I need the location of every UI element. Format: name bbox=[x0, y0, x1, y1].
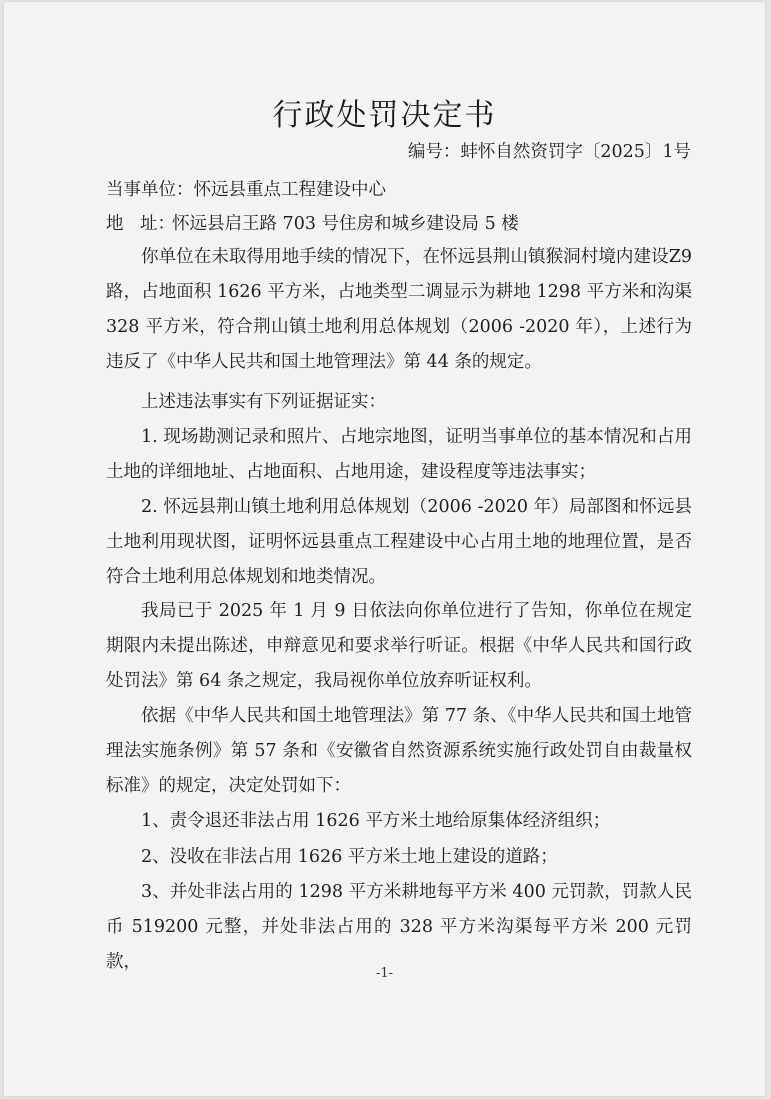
party-value: 怀远县重点工程建设中心 bbox=[193, 180, 386, 200]
paragraph-evidence-intro: 上述违法事实有下列证据证实： bbox=[141, 392, 386, 412]
paragraph-penalty-2: 2、没收在非法占用 1626 平方米土地上建设的道路； bbox=[141, 847, 558, 867]
paragraph-legal-basis: 依据《中华人民共和国土地管理法》第 77 条、《中华人民共和国土地管理法实施条例》第 57 条和《安徽省自然资源系统实施行政处罚自由裁量权标准》的规定，决定处罚如下： bbox=[106, 706, 692, 796]
party-line bbox=[106, 176, 386, 201]
address-value: 怀远县启王路 703 号住房和城乡建设局 5 楼 bbox=[172, 214, 519, 234]
document-title: 行政处罚决定书 bbox=[272, 98, 497, 133]
paragraph-evidence-1: 1. 现场勘测记录和照片、占地宗地图，证明当事单位的基本情况和占用土地的详细地址、占地面积、占地用途，建设程度等违法事实； bbox=[106, 427, 692, 482]
paragraph-notice: 我局已于 2025 年 1 月 9 日依法向你单位进行了告知，你单位在规定期限内未提出陈述，申辩意见和要求举行听证。根据《中华人民共和国行政处罚法》第 64 条之规定，我局视你单位放弃听证权利。 bbox=[106, 601, 692, 691]
paragraph-evidence-2: 2. 怀远县荆山镇土地利用总体规划（2006 -2020 年）局部图和怀远县土地利用现状图，证明怀远县重点工程建设中心占用土地的地理位置，是否符合土地利用总体规划和地类情况。 bbox=[106, 497, 692, 587]
page-number: -1- bbox=[375, 966, 394, 981]
paragraph-facts: 你单位在未取得用地手续的情况下，在怀远县荆山镇猴洞村境内建设Z9 路，占地面积 1626 平方米，占地类型二调显示为耕地 1298 平方米和沟渠 328 平方米，符合荆山镇土地利用总体规划（2006 -2020 年），上述行为违反了《中华人民共和国土地管理法》第 44 条的规定。 bbox=[106, 247, 692, 372]
paragraph-penalty-3: 3、并处非法占用的 1298 平方米耕地每平方米 400 元罚款，罚款人民币 519200 元整，并处非法占用的 328 平方米沟渠每平方米 200 元罚款， bbox=[106, 882, 692, 972]
paragraph-penalty-1: 1、责令退还非法占用 1626 平方米土地给原集体经济组织； bbox=[141, 811, 611, 831]
address-line bbox=[106, 210, 519, 235]
address-label-part-2: 址： bbox=[140, 214, 175, 234]
document-page bbox=[4, 2, 765, 1096]
address-label-part-1: 地 bbox=[106, 214, 124, 234]
party-label: 当事单位： bbox=[106, 180, 194, 200]
document-number: 编号：蚌怀自然资罚字〔2025〕1号 bbox=[407, 142, 691, 162]
address-label bbox=[106, 210, 175, 235]
